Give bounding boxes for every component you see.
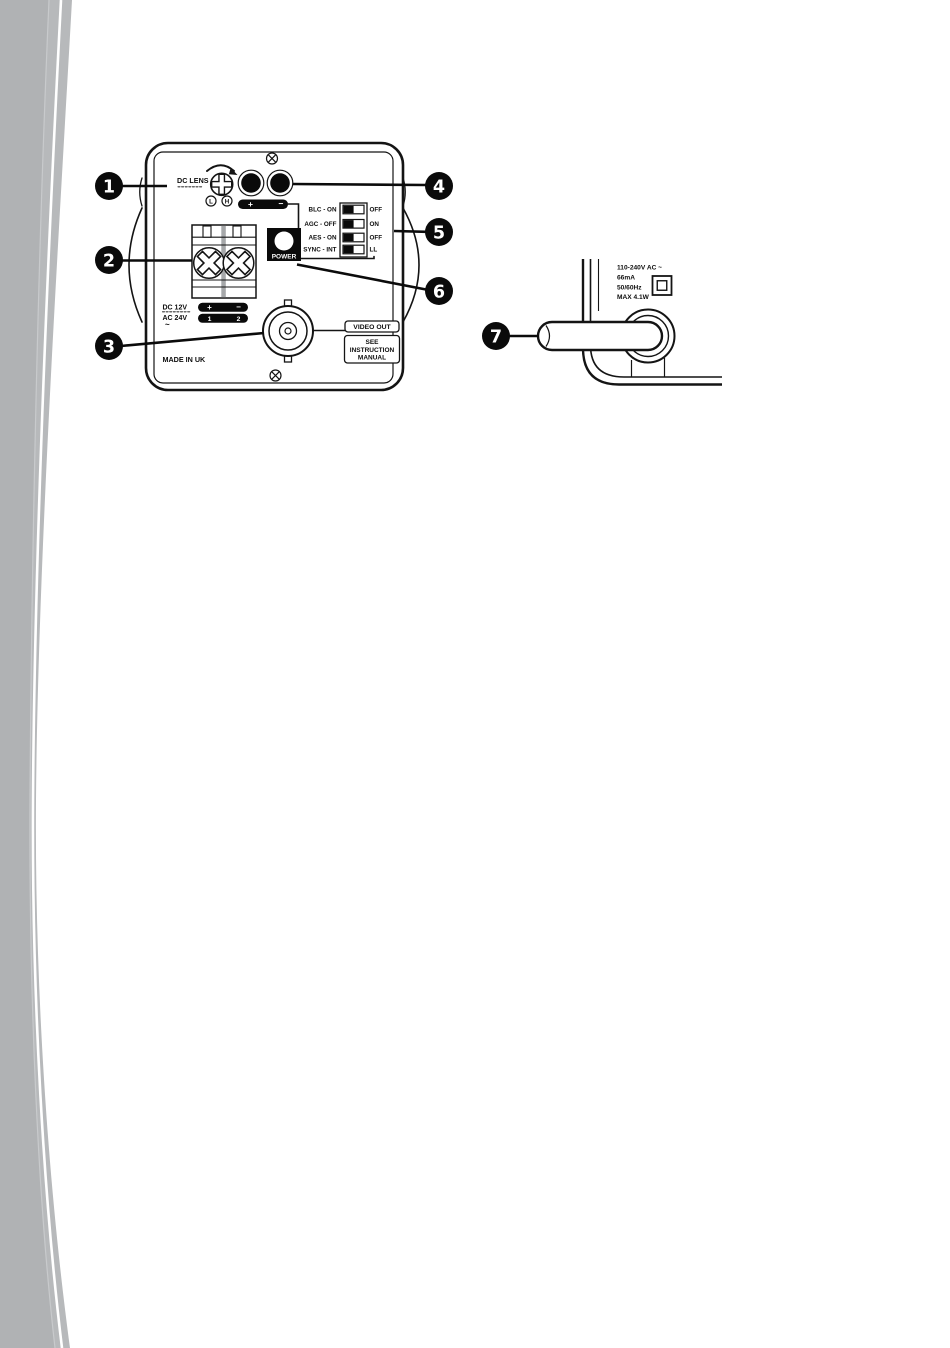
lens-low-label: L bbox=[209, 198, 213, 206]
callout-3-number: 3 bbox=[102, 337, 116, 358]
dip-row-right-label: OFF bbox=[369, 234, 383, 242]
right-side-tab bbox=[403, 208, 419, 322]
rating-line: MAX 4.1W bbox=[617, 294, 649, 301]
dip-row-left-label: BLC - ON bbox=[308, 206, 337, 214]
callout-5-line bbox=[394, 231, 426, 232]
terminal-2-label: 2 bbox=[236, 315, 241, 323]
dip-row-left-label: AES - ON bbox=[308, 234, 337, 242]
power-cable bbox=[538, 322, 662, 350]
callout-4-marker bbox=[425, 172, 453, 200]
power-led-indicator bbox=[267, 228, 301, 261]
callout-5-marker bbox=[425, 218, 453, 246]
dip-switch-3-toggle bbox=[344, 234, 354, 241]
lens-high-label: H bbox=[224, 198, 230, 206]
callout-2-marker bbox=[95, 246, 123, 274]
callout-7-marker bbox=[482, 322, 510, 350]
ac-wave-symbol: ~ bbox=[165, 319, 170, 329]
callout-7-number: 7 bbox=[489, 327, 503, 348]
power-terminal-block bbox=[191, 225, 257, 298]
dip-row-right-label: OFF bbox=[369, 206, 383, 214]
dc-12v-label: DC 12V bbox=[162, 304, 188, 312]
rating-line: 50/60Hz bbox=[617, 284, 642, 292]
terminal-number-pill bbox=[198, 314, 248, 323]
callout-4-line bbox=[293, 184, 427, 185]
callout-1-number: 1 bbox=[102, 177, 116, 198]
dc-lens-label: DC LENS bbox=[177, 176, 209, 185]
camera-rear-panel bbox=[129, 143, 419, 390]
terminal-plus-label: + bbox=[207, 303, 212, 312]
lens-low-marker bbox=[206, 196, 216, 206]
video-out-label: VIDEO OUT bbox=[353, 324, 391, 332]
power-cable-entry-figure bbox=[538, 259, 722, 385]
adjust-plus-minus-pill bbox=[238, 199, 288, 209]
dip-row-left-label: SYNC - INT bbox=[303, 246, 337, 254]
terminal-polarity-pill bbox=[198, 303, 248, 312]
terminal-minus-label: − bbox=[236, 302, 241, 312]
class-ii-insulation-icon bbox=[653, 276, 672, 295]
adjust-plus-label: + bbox=[248, 199, 253, 209]
terminal-1-label: 1 bbox=[207, 315, 212, 323]
see-label: SEE bbox=[365, 339, 379, 346]
dip-row-left-label: AGC - OFF bbox=[304, 221, 337, 228]
lens-high-marker bbox=[222, 196, 232, 206]
callout-5-number: 5 bbox=[432, 223, 446, 244]
manual-label: MANUAL bbox=[357, 354, 387, 362]
callout-3-marker bbox=[95, 332, 123, 360]
adjust-button-left bbox=[238, 170, 264, 196]
wire-slot-1 bbox=[203, 226, 211, 237]
callout-2-number: 2 bbox=[102, 251, 116, 272]
rating-line: 66mA bbox=[617, 274, 635, 282]
dip-switch-1-toggle bbox=[344, 206, 354, 213]
power-label: POWER bbox=[271, 253, 297, 261]
dip-switch-2-toggle bbox=[344, 220, 354, 227]
adjust-minus-label: − bbox=[278, 198, 284, 209]
rating-line: 110-240V AC ~ bbox=[617, 264, 663, 272]
callout-1-marker bbox=[95, 172, 123, 200]
callout-6-number: 6 bbox=[432, 282, 446, 303]
dip-row-right-label: ON bbox=[369, 221, 379, 228]
see-instruction-manual-tag bbox=[345, 336, 400, 364]
callout-4-number: 4 bbox=[432, 177, 446, 198]
left-small-tab bbox=[140, 178, 142, 206]
callout-6-marker bbox=[425, 277, 453, 305]
ac-24v-label: AC 24V bbox=[162, 315, 188, 322]
left-side-tab bbox=[129, 208, 142, 322]
lens-level-screw-icon bbox=[211, 173, 233, 195]
video-out-tag bbox=[345, 321, 399, 332]
instruction-label: INSTRUCTION bbox=[349, 346, 395, 354]
dip-row-right-label: LL bbox=[369, 246, 378, 254]
made-in-uk-label: MADE IN UK bbox=[162, 355, 206, 364]
wire-slot-2 bbox=[233, 226, 241, 237]
dip-switch-4-toggle bbox=[344, 246, 354, 253]
adjust-button-right bbox=[267, 170, 293, 196]
